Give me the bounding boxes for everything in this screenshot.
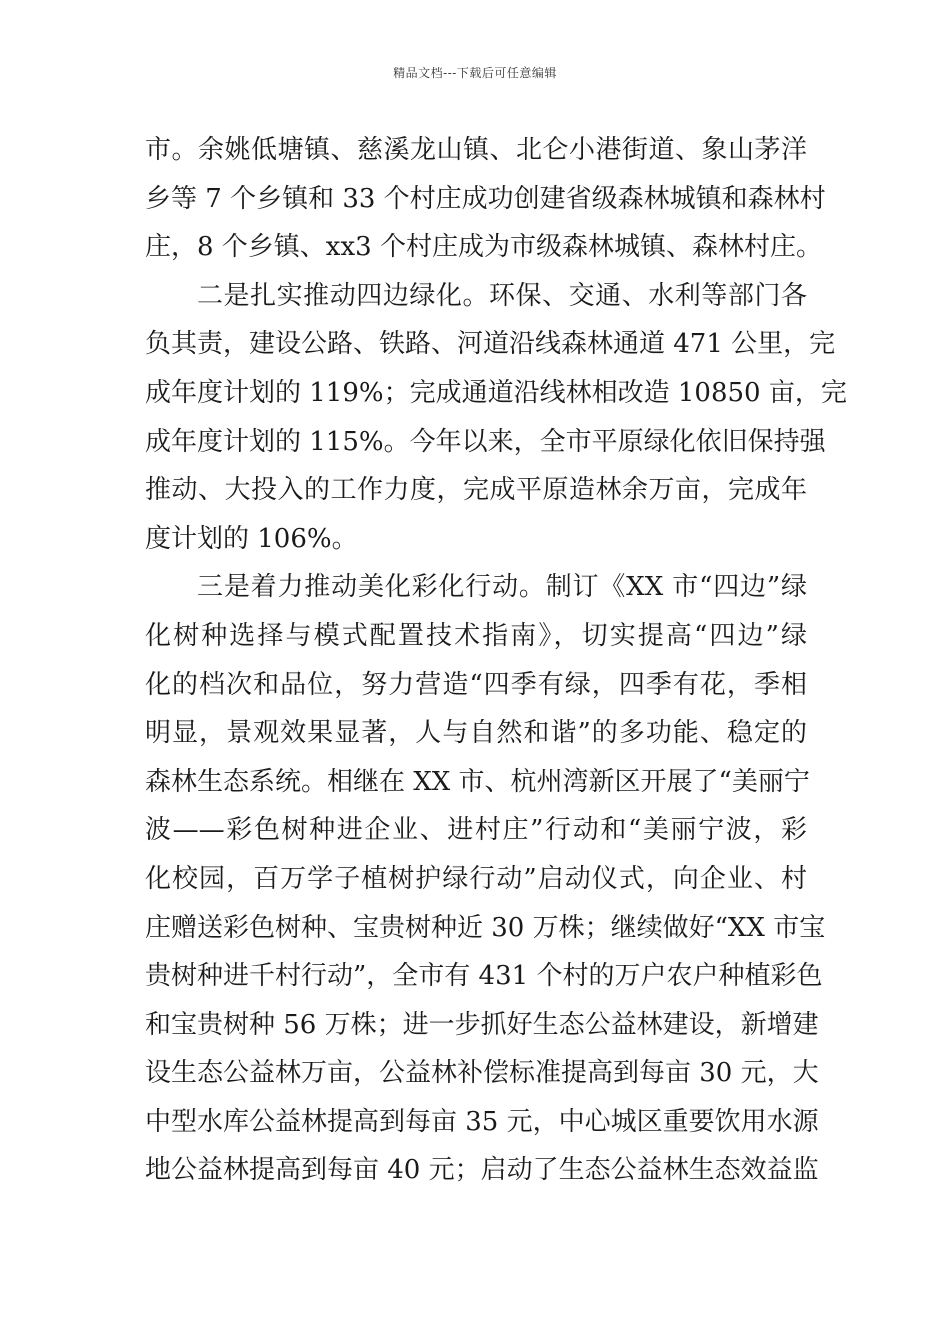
text-line: 乡等 7 个乡镇和 33 个村庄成功创建省级森林城镇和森林村 <box>145 183 826 214</box>
paragraph-start-line: 三是着力推动美化彩化行动。制订《XX 市“四边”绿 <box>197 572 807 603</box>
text-line: 市。余姚低塘镇、慈溪龙山镇、北仑小港街道、象山茅洋 <box>145 135 807 165</box>
page-header-watermark: 精品文档---下载后可任意编辑 <box>393 66 557 80</box>
text-line: 波——彩色树种进企业、进村庄”行动和“美丽宁波，彩 <box>145 815 807 846</box>
text-line: 明显，景观效果显著，人与自然和谐”的多功能、稳定的 <box>145 718 807 749</box>
text-line: 贵树种进千村行动”，全市有 431 个村的万户农户种植彩色 <box>145 961 823 992</box>
paragraph-start-line: 二是扎实推动四边绿化。环保、交通、水利等部门各 <box>197 280 807 311</box>
text-line: 成年度计划的 115%。今年以来，全市平原绿化依旧保持强 <box>145 426 826 457</box>
text-line: 庄，8 个乡镇、xx3 个村庄成为市级森林城镇、森林村庄。 <box>145 232 822 263</box>
text-line: 负其责，建设公路、铁路、河道沿线森林通道 471 公里，完 <box>145 329 836 360</box>
text-line: 化校园，百万学子植树护绿行动”启动仪式，向企业、村 <box>145 863 807 894</box>
text-line: 森林生态系统。相继在 XX 市、杭州湾新区开展了“美丽宁 <box>145 766 810 797</box>
text-line: 成年度计划的 119%；完成通道沿线林相改造 10850 亩，完 <box>145 377 847 408</box>
text-line: 中型水库公益林提高到每亩 35 元，中心城区重要饮用水源 <box>145 1106 819 1137</box>
text-line: 设生态公益林万亩，公益林补偿标准提高到每亩 30 元，大 <box>145 1058 819 1089</box>
text-line: 度计划的 106%。 <box>145 523 358 554</box>
text-line: 化树种选择与模式配置技术指南》，切实提高“四边”绿 <box>145 620 807 651</box>
text-line: 和宝贵树种 56 万株；进一步抓好生态公益林建设，新增建 <box>145 1009 819 1040</box>
document-body <box>145 126 847 1195</box>
text-line: 地公益林提高到每亩 40 元；启动了生态公益林生态效益监 <box>145 1155 819 1186</box>
text-line: 庄赠送彩色树种、宝贵树种近 30 万株；继续做好“XX 市宝 <box>145 912 826 943</box>
text-line: 化的档次和品位，努力营造“四季有绿，四季有花，季相 <box>145 669 807 700</box>
text-line: 推动、大投入的工作力度，完成平原造林余万亩，完成年 <box>145 475 807 506</box>
